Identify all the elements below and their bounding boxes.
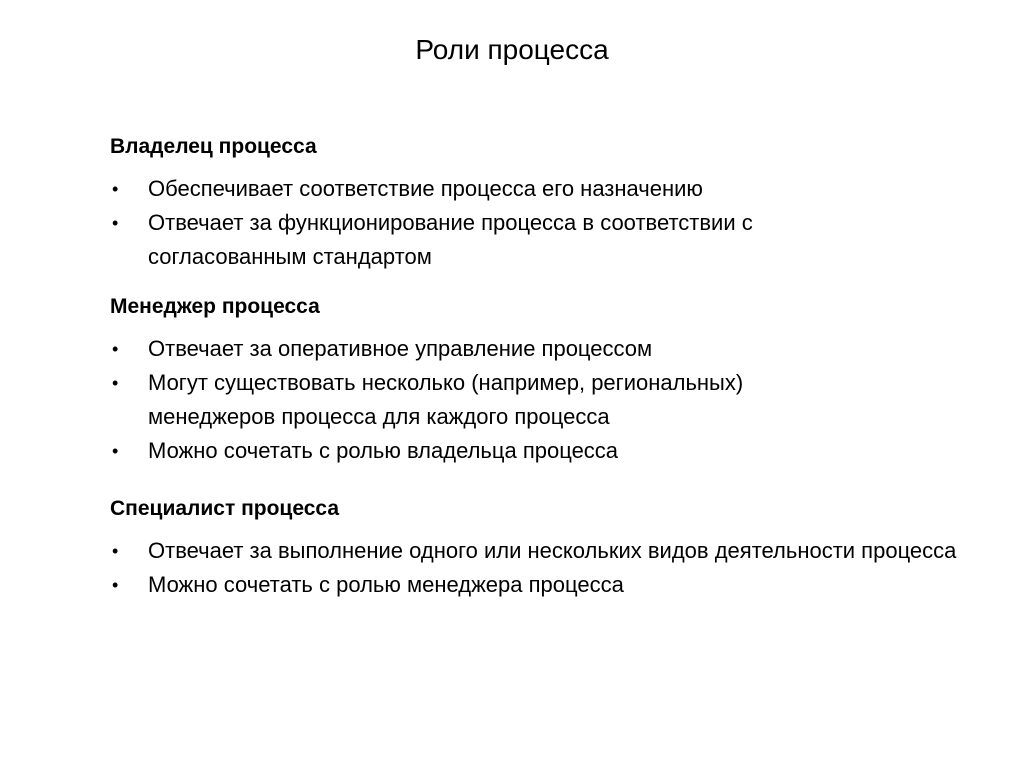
bullet-text: Отвечает за функционирование процесса в соответствии с согласованным стандартом <box>148 210 753 269</box>
bullet-icon: • <box>112 373 119 393</box>
section-process-manager <box>110 292 990 468</box>
bullet-item <box>110 534 990 568</box>
bullet-list <box>110 332 990 468</box>
bullet-list <box>110 172 990 274</box>
bullet-item <box>110 332 990 366</box>
bullet-icon: • <box>112 179 119 199</box>
bullet-item <box>110 172 990 206</box>
section-heading: Менеджер процесса <box>110 295 320 318</box>
bullet-item <box>110 366 868 434</box>
bullet-item <box>110 206 868 274</box>
section-process-owner <box>110 132 990 274</box>
bullet-icon: • <box>112 575 119 595</box>
bullet-text: Отвечает за выполнение одного или нескольких видов деятельности процесса <box>148 538 957 563</box>
bullet-icon: • <box>112 213 119 233</box>
bullet-item <box>110 434 990 468</box>
bullet-text: Можно сочетать с ролью менеджера процесса <box>148 572 624 597</box>
bullet-text: Могут существовать несколько (например, региональных) менеджеров процесса для каждого процесса <box>148 370 744 429</box>
bullet-icon: • <box>112 541 119 561</box>
bullet-text: Обеспечивает соответствие процесса его назначению <box>148 176 703 201</box>
section-heading: Владелец процесса <box>110 135 317 158</box>
slide-content <box>110 132 990 602</box>
slide-title: Роли процесса <box>415 34 609 65</box>
bullet-item <box>110 568 990 602</box>
bullet-icon: • <box>112 441 119 461</box>
bullet-icon: • <box>112 339 119 359</box>
bullet-text: Отвечает за оперативное управление процессом <box>148 336 653 361</box>
bullet-list <box>110 534 990 602</box>
section-process-specialist <box>110 494 990 602</box>
bullet-text: Можно сочетать с ролью владельца процесса <box>148 438 619 463</box>
section-heading: Специалист процесса <box>110 497 340 520</box>
